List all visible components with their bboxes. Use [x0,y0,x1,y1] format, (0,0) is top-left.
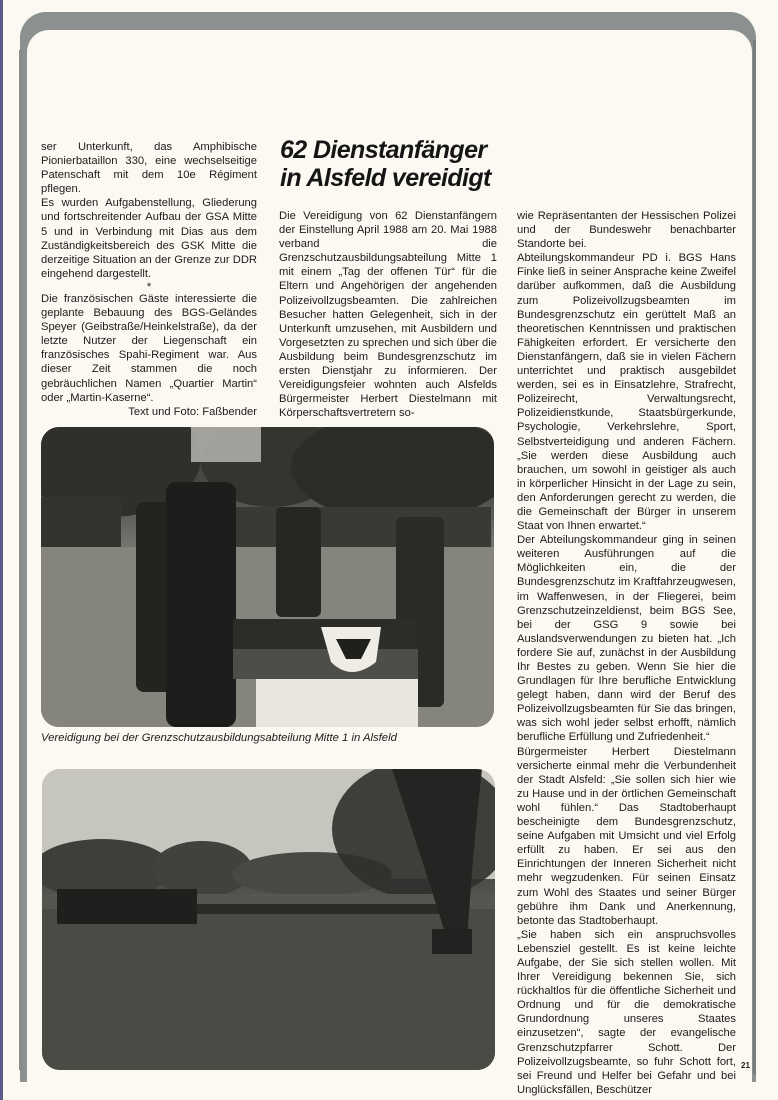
page-frame-left-rule [19,50,22,1070]
section-separator: * [146,280,152,293]
photo-parade-ground [42,769,495,1070]
article-column-3 [517,209,736,1097]
paragraph: „Sie haben sich ein anspruchsvolles Lebensziel gestellt. Es ist keine leichte Aufgabe, der Sie sich stellen wollen. Mit Ihrer Vereidigung bekennen Sie, sich rückhaltlos für die öffentliche Sicherheit und Ordnung und für die demokratische Grundordnung unseres Staates einzusetzen“, sagte der evangelische Grenzschutzpfarrer Schott. Der Polizeivollzugsbeamte, so fuhr Schott fort, sei Freund und Helfer bei Gefahr und bei Unglücksfällen, Beschützer [517,928,736,1096]
paragraph: wie Repräsentanten der Hessischen Polizei und der Bundeswehr benachbarter Standorte bei. [517,210,736,251]
scan-edge [0,0,3,1100]
photo-caption: Vereidigung bei der Grenzschutzausbildungsabteilung Mitte 1 in Alsfeld [41,732,397,744]
article-headline: 62 Dienstanfänger in Alsfeld vereidigt [280,136,491,192]
photo-credit: Text und Foto: Faßbender [128,405,257,418]
article-column-2 [279,209,497,420]
paragraph: Der Abteilungskommandeur ging in seinen weiteren Ausführungen auf die Möglichkeiten ein, die der Bundesgrenzschutz im Kraftfahrzeugwesen, im Waffenwesen, in der Fliegerei, beim Grenzschutzeinzeldienst, beim BGS See, bei der GSG 9 sowie bei Auslandsverwendungen zu bieten hat. „Ich fordere Sie auf, zunächst in der Ausbildung Ihr Bestes zu geben. Wenn Sie hier die Grundlagen für Ihre berufliche Entwicklung gelegt haben, dann wird der Beruf des Polizeivollzugsbeamten für Sie das bringen, was sich wohl jeder selbst erhofft, nämlich berufliche Erfüllung und Zufriedenheit.“ [517,534,736,744]
paragraph: Abteilungskommandeur PD i. BGS Hans Finke ließ in seiner Ansprache keine Zweifel darüber aufkommen, daß die Ausbildung zum Polizeivollzugsbeamten im Bundesgrenzschutz ein gerüttelt Maß an theoretischen Kenntnissen und praktischen Fähigkeiten erfordert. Er versicherte den Dienstanfängern, daß sie in vielen Fächern unterrichtet und praktisch ausgebildet werden, sei es in Einsatzlehre, Strafrecht, Polizeirecht, Verwaltungsrecht, Polizeidienstkunde, Staatsbürgerkunde, Psychologie, Verkehrslehre, Sport, Selbstverteidigung und anderen Fächern. „Sie werden diese Ausbildung auch brauchen, um sowohl in geistiger als auch in körperlicher Hinsicht in der Lage zu sein, den Anforderungen gerecht zu werden, die die Gemeinschaft der Bürger in unserem Staat von Ihnen erwartet.“ [517,252,736,533]
previous-article-column [41,140,257,419]
paragraph: ser Unterkunft, das Amphibische Pionierbataillon 330, eine wechselseitige Patenschaft mit dem 10e Régiment pflegen. [41,141,257,196]
photo-parade-ground-illustration [42,769,495,1070]
page-number: 21 [741,1061,750,1070]
paragraph: Die französischen Gäste interessierte die geplante Bebauung des BGS-Geländes Speyer (Geibstraße/Heinkelstraße), da der letzte Nutzer der Liegenschaft ein französisches Spahi-Regiment war. Aus dieser Zeit stammen die noch gebräuchlichen Namen „Quartier Martin“ oder „Martin-Kaserne“. [41,292,257,404]
paragraph: Bürgermeister Herbert Diestelmann versicherte einmal mehr die Verbundenheit der Stadt Alsfeld: „Sie sollen sich hier wie zu Hause und in der örtlichen Gemeinschaft wohl fühlen.“ Das Stadtoberhaupt bescheinigte dem Bundesgrenzschutz, seine Aufgaben mit Umsicht und viel Erfolg erfüllt zu haben. Er sei aus den Einrichtungen der Inneren Sicherheit nicht mehr wegzudenken. Für seinen Einsatz zum Wohl des Staates und seiner Bürger gebühre ihm Dank und Anerkennung, betonte das Stadtoberhaupt. [517,745,736,927]
photo-swearing-in-illustration [41,427,494,727]
paragraph: Die Vereidigung von 62 Dienstanfängern der Einstellung April 1988 am 20. Mai 1988 verband die Grenzschutzausbildungsabteilung Mitte 1 mit einem „Tag der offenen Tür“ für die Eltern und Angehörigen der angehenden Polizeivollzugsbeamten. Die zahlreichen Besucher hatten Gelegenheit, sich in der Unterkunft umzusehen, mit Ausbildern und Vorgesetzten zu sprechen und sich über die Ausbildung beim Bundesgrenzschutz im ersten Dienstjahr zu informieren. Der Vereidigungsfeier wohnten auch Alsfelds Bürgermeister Herbert Diestelmann mit Körperschaftsvertretern so- [279,210,497,420]
paragraph: Es wurden Aufgabenstellung, Gliederung und fortschreitender Aufbau der GSA Mitte 5 und in Verbindung mit Dias aus dem Zuständigkeitsbereich des GSK Mitte die derzeitige Situation an der Grenze zur DDR eingehend dargestellt. [41,197,257,280]
page-frame-right-rule [753,40,756,1074]
photo-swearing-in [41,427,494,727]
